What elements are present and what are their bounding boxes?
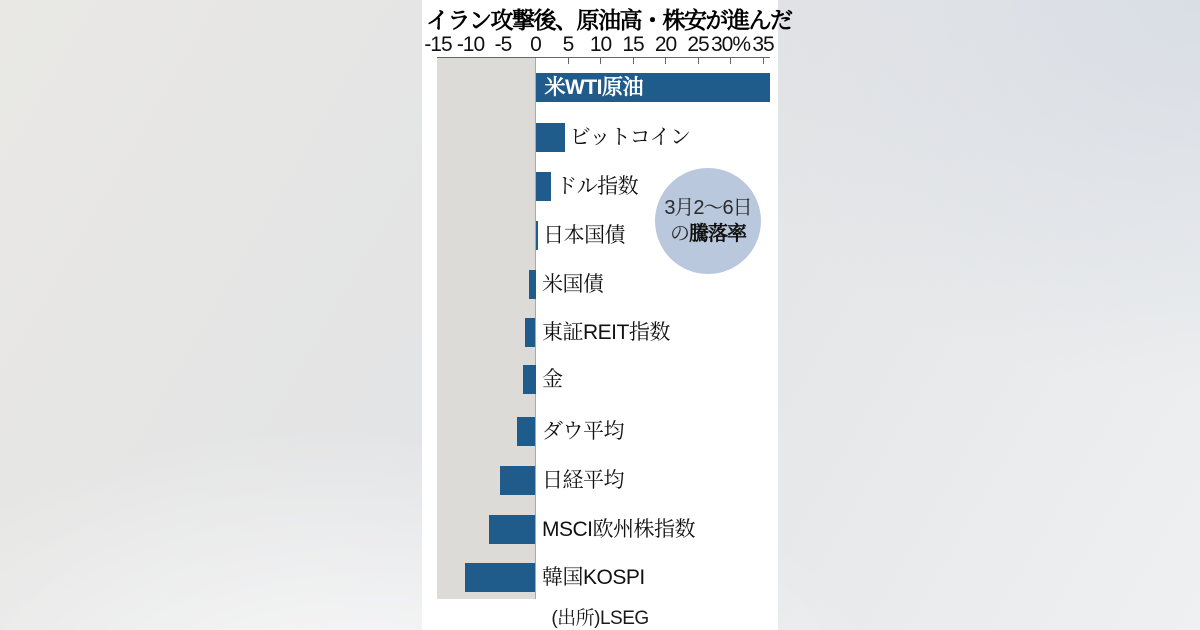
x-axis-tick-label: 35 bbox=[752, 33, 774, 56]
annotation-line2-prefix: の bbox=[670, 223, 689, 245]
x-axis-tick-label: 20 bbox=[654, 33, 677, 56]
chart-title: イラン攻撃後、原油高・株安が進んだ bbox=[426, 7, 792, 33]
bar bbox=[489, 515, 536, 544]
x-axis-tick-label: 0 bbox=[530, 33, 541, 56]
annotation-line2 bbox=[670, 221, 746, 247]
bar bbox=[536, 172, 552, 201]
bar-label: 米国債 bbox=[542, 273, 604, 296]
x-axis-tick-mark bbox=[568, 58, 569, 64]
bar-label: 米WTI原油 bbox=[544, 76, 643, 99]
x-axis-tick-mark bbox=[633, 58, 634, 64]
period-annotation-circle bbox=[655, 168, 761, 274]
x-axis-tick-mark bbox=[730, 58, 731, 64]
bar-label: ビットコイン bbox=[569, 126, 691, 149]
x-axis-tick-label: -10 bbox=[456, 33, 485, 56]
bar-label: 日本国債 bbox=[543, 224, 626, 247]
bar-label: 日経平均 bbox=[542, 469, 624, 492]
bar-label: 韓国KOSPI bbox=[542, 566, 645, 589]
x-axis-tick-mark bbox=[600, 58, 601, 64]
bar bbox=[465, 563, 535, 592]
annotation-line2-bold: 騰落率 bbox=[689, 223, 746, 245]
x-axis-tick-label: -15 bbox=[424, 33, 452, 56]
annotation-line1: 3月2〜6日 bbox=[664, 197, 752, 219]
x-axis-tick-label: 30% bbox=[710, 33, 751, 56]
bar-label: ドル指数 bbox=[556, 175, 639, 198]
bar bbox=[517, 417, 535, 446]
bar bbox=[500, 466, 535, 495]
bar bbox=[529, 270, 536, 299]
x-axis-tick-label: -5 bbox=[494, 33, 512, 56]
bar bbox=[525, 318, 535, 347]
x-axis-tick-mark bbox=[698, 58, 699, 64]
bar-label: 東証REIT指数 bbox=[542, 321, 670, 344]
x-axis-tick-mark bbox=[763, 58, 764, 64]
x-axis-tick-label: 15 bbox=[622, 33, 644, 56]
bar bbox=[523, 365, 536, 394]
x-axis-tick-label: 10 bbox=[589, 33, 612, 56]
bar bbox=[536, 123, 565, 152]
bar-label: 金 bbox=[542, 368, 563, 391]
x-axis-tick-mark bbox=[665, 58, 666, 64]
x-axis-tick-label: 5 bbox=[562, 33, 574, 56]
bar-label: ダウ平均 bbox=[542, 420, 624, 443]
bar-label: MSCI欧州株指数 bbox=[542, 518, 695, 541]
bar bbox=[536, 221, 539, 250]
source-note: (出所)LSEG bbox=[551, 608, 649, 629]
x-axis-tick-label: 25 bbox=[687, 33, 709, 56]
